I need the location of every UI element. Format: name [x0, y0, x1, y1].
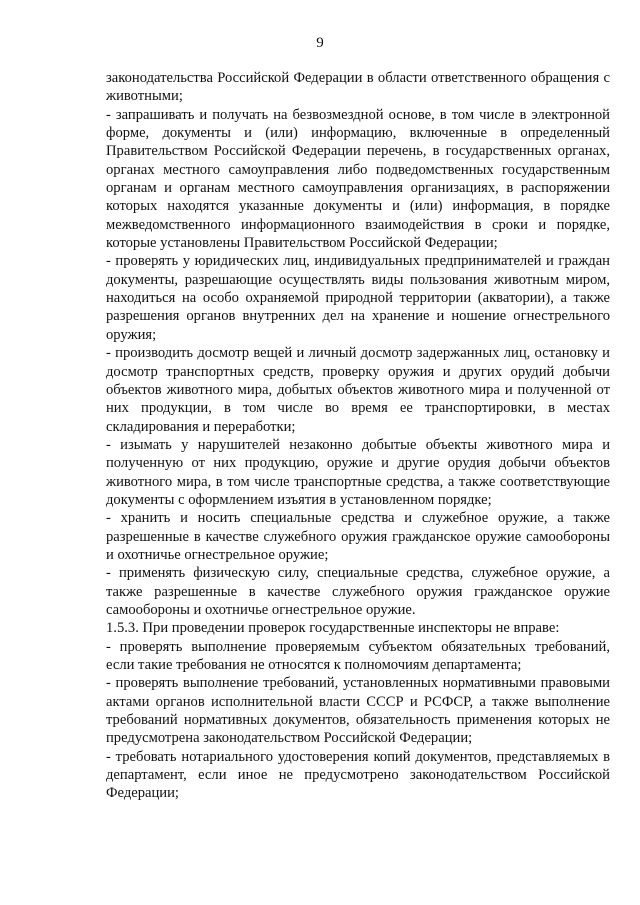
paragraph-check-documents: - проверять у юридических лиц, индивидуальных предпринимателей и граждан документы, разрешающие осуществлять виды пользования животным миром, находиться на особо охраняемой природной территории (акватории), а также разрешения органов внутренних дел на хранение и ношение огнестрельного оружия;	[106, 253, 610, 343]
paragraph-section-1-5-3: 1.5.3. При проведении проверок государственные инспекторы не вправе:	[106, 620, 560, 637]
paragraph-inspection-search: - производить досмотр вещей и личный досмотр задержанных лиц, остановку и досмотр транспортных средств, проверку оружия и других орудий добычи объектов животного мира, добытых объектов животного мира и полученной от них продукции, в том числе во время ее транспортировки, в местах складирования и переработки;	[106, 345, 610, 435]
paragraph-restriction-ussr-acts: - проверять выполнение требований, установленных нормативными правовыми актами органов исполнительной власти СССР и РСФСР, а также выполнение требований нормативных документов, обязательность применения которых не предусмотрена законодательством Российской Федерации;	[106, 675, 610, 747]
paragraph-seize-items: - изымать у нарушителей незаконно добытые объекты животного мира и полученную от них продукцию, оружие и другие орудия добычи объектов животного мира, в том числе транспортные средства, а также соответствующие документы с оформлением изъятия в установленном порядке;	[106, 436, 610, 508]
paragraph-carry-weapons: - хранить и носить специальные средства и служебное оружие, а также разрешенные в качестве служебного оружия гражданское оружие самообороны и охотничье огнестрельное оружие;	[106, 510, 610, 563]
paragraph-legislation-continuation: законодательства Российской Федерации в области ответственного обращения с животными;	[106, 70, 610, 105]
paragraph-restriction-notarization: - требовать нотариального удостоверения копий документов, представляемых в департамент, если иное не предусмотрено законодательством Российской Федерации;	[106, 748, 610, 802]
paragraph-restriction-competence: - проверять выполнение проверяемым субъектом обязательных требований, если такие требования не относятся к полномочиям департамента;	[106, 638, 610, 673]
document-body	[106, 69, 610, 803]
page-number: 9	[316, 35, 324, 51]
paragraph-use-force: - применять физическую силу, специальные средства, служебное оружие, а также разрешенные в качестве служебного оружия гражданское оружие самообороны и охотничье огнестрельное оружие.	[106, 565, 610, 618]
paragraph-request-information: - запрашивать и получать на безвозмездной основе, в том числе в электронной форме, документы и (или) информацию, включенные в определенный Правительством Российской Федерации перечень, в государственных органах, органах местного самоуправления либо подведомственных государственным органам и органам местного самоуправления организациях, в распоряжении которых находятся указанные документы и (или) информация, в порядке межведомственного информационного взаимодействия в сроки и порядке, которые установлены Правительством Российской Федерации;	[106, 106, 610, 252]
